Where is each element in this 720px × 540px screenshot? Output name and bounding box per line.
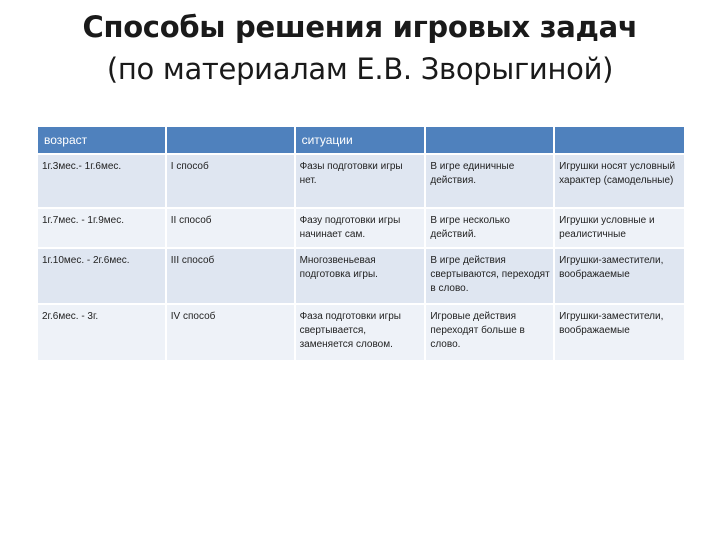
cell-method: III способ	[167, 249, 294, 303]
cell-toys: Игрушки условные и реалистичные	[555, 209, 684, 247]
header-method	[167, 127, 294, 153]
table-row	[38, 305, 684, 360]
title-main: Способы решения игровых задач	[82, 10, 638, 44]
cell-toys: Игрушки-заместители, воображаемые	[555, 305, 684, 360]
table-header-row	[38, 127, 684, 153]
cell-toys: Игрушки носят условный характер (самодельные)	[555, 155, 684, 207]
cell-age: 1г.10мес. - 2г.6мес.	[38, 249, 165, 303]
cell-age: 2г.6мес. - 3г.	[38, 305, 165, 360]
play-tasks-table	[36, 125, 686, 362]
header-age: возраст	[38, 127, 165, 153]
cell-method: II способ	[167, 209, 294, 247]
cell-actions: В игре единичные действия.	[426, 155, 553, 207]
cell-preparation: Фазы подготовки игры нет.	[296, 155, 425, 207]
cell-age: 1г.3мес.- 1г.6мес.	[38, 155, 165, 207]
cell-age: 1г.7мес. - 1г.9мес.	[38, 209, 165, 247]
header-actions	[426, 127, 553, 153]
cell-actions: В игре действия свертываются, переходят в слово.	[426, 249, 553, 303]
cell-method: IV способ	[167, 305, 294, 360]
cell-actions: Игровые действия переходят больше в слово.	[426, 305, 553, 360]
header-toys	[555, 127, 684, 153]
table-row	[38, 249, 684, 303]
cell-toys: Игрушки-заместители, воображаемые	[555, 249, 684, 303]
table-row	[38, 209, 684, 247]
cell-preparation: Фаза подготовки игры свертывается, заменяется словом.	[296, 305, 425, 360]
header-situations: ситуации	[296, 127, 425, 153]
slide-title	[0, 6, 720, 90]
cell-actions: В игре несколько действий.	[426, 209, 553, 247]
title-subtitle: (по материалам Е.В. Зворыгиной)	[106, 52, 614, 86]
cell-method: I способ	[167, 155, 294, 207]
cell-preparation: Многозвеньевая подготовка игры.	[296, 249, 425, 303]
table-row	[38, 155, 684, 207]
cell-preparation: Фазу подготовки игры начинает сам.	[296, 209, 425, 247]
